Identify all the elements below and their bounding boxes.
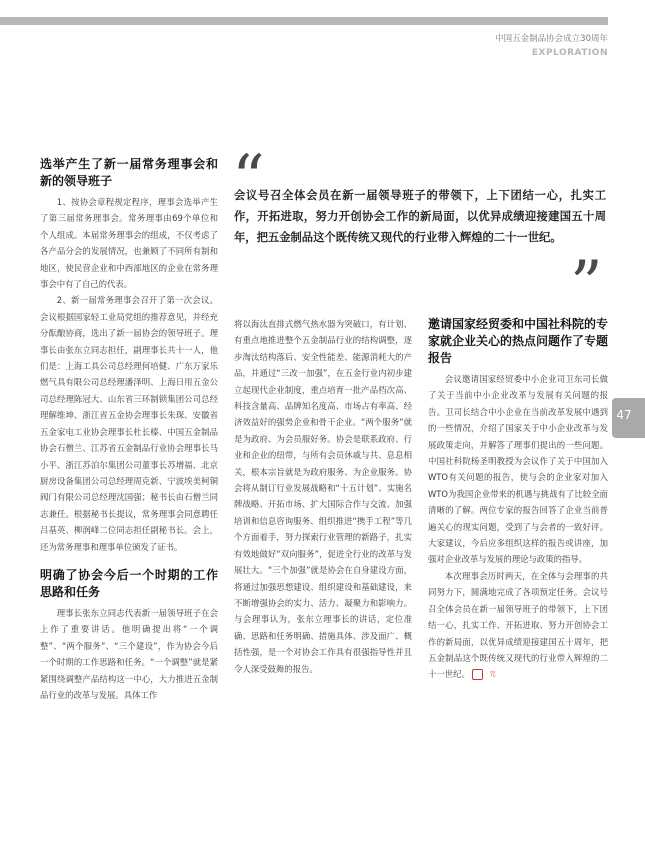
paragraph <box>428 568 608 683</box>
running-header-title: 中国五金制品协会成立30周年 <box>495 34 608 44</box>
section-heading-expert-report: 邀请国家经贸委和中国社科院的专家就企业关心的热点问题作了专题报告 <box>428 317 609 365</box>
close-quote-icon: ” <box>570 248 603 322</box>
paragraph: 1、按协会章程规定程序，理事会选举产生了第三届常务理事会。常务理事由69个单位和个人组成。本届常务理事会的组成，不仅考虑了各产品分会的发展情况，也兼顾了不同所有制和地区，使民营企业和中西部地区的企业在常务理事会中有了自己的代表。 <box>40 197 218 290</box>
end-of-article-icon: 完 <box>472 669 483 680</box>
column-left <box>40 156 218 703</box>
header-rule <box>0 17 608 25</box>
open-quote-icon: “ <box>232 142 265 216</box>
paragraph: 将以海汰直排式燃气热水器为突破口，有计划、有重点地推进整个五金制品行业的结构调整，逐步淘汰结构落后、安全性能差、能源消耗大的产品，并通过“三改一加强”，在五金行业内初步建立起现代企业制度，重点培育一批产品档次高、科技含量高、品牌知名度高、市场占有率高、经济效益好的强势企业和骨干企业。“两个服务”就是为政府、为会员服好务。协会是联系政府、行业和企业的纽带，与所有会员休戚与共、息息相关，根本宗旨就是为政府服务、为企业服务。协会将从制订行业发展战略和“十五计划”、实施名牌战略、开拓市场、扩大国际合作与交流、加强培训和信息咨询服务、组织推进“携手工程”等几个方面着手，努力探索行业管理的新路子，扎实有效地做好“双向服务”，促进全行业的改革与发展壮大。“三个加强”就是协会在自身建设方面，将通过加强思想建设、组织建设和基础建设，来不断增强协会的实力、活力、凝聚力和影响力。与会理事认为，张东立理事长的讲话，定位准确、思路和任务明确、措施具体、涉及面广、概括性强，是一个对协会工作具有很强指导性并且令人深受鼓舞的报告。 <box>234 319 412 674</box>
section-heading-work-plan: 明确了协会今后一个时期的工作思路和任务 <box>40 567 218 599</box>
page-number: 47 <box>616 408 632 422</box>
column-middle <box>234 316 412 677</box>
paragraph: 2、新一届常务理事会召开了第一次会议。会议根据国家轻工业局党组的推荐意见，并经充分酝酿协商，选出了新一届协会的领导班子。理事长由张东立同志担任，副理事长共十一人，他们是：上海工具公司总经理何培健、广东万家乐燃气具有限公司总经理潘泽明、上海日用五金公司总经理陈冠大、山东省三环制锁集团公司总经理解维坤、浙江省五金协会理事长朱琛、安徽省五金家电工业协会理事长杜长榛、中国五金制品协会石僧兰、江苏省五金制品行业协会理事长马小平、浙江苏泊尔集团公司董事长苏增福、北京厨房设备集团公司总经理周克新、宁波埃美柯铜阀门有限公司总经理沈国强；秘书长由石僧兰同志兼任。根据秘书长提议，常务理事会同意聘任吕基英、柳润峰二位同志担任副秘书长。会上，还为常务理事和理事单位颁发了证书。 <box>40 295 218 552</box>
section-heading-election: 选举产生了新一届常务理事会和新的领导班子 <box>40 157 218 188</box>
paragraph: 会议邀请国家经贸委中小企业司卫东司长做了关于当前中小企业改革与发展有关问题的报告。卫司长结合中小企业在当前改革发展中遇到的一些情况，介绍了国家关于中小企业改革与发展政策走向，并解答了理事们提出的一些问题。中国社科院杨圣明教授为会议作了关于中国加入WTO有关问题的报告，使与会的企业家对加入WTO为我国企业带来的机遇与挑战有了比较全面清晰的了解。两位专家的报告回答了企业当前普遍关心的现实问题，受到了与会者的一致好评。大家建议，今后应多组织这样的报告或讲座，加强对企业改革与发展的理论与政策的指导。 <box>428 374 608 565</box>
running-header-section: EXPLORATION <box>531 48 608 58</box>
column-right <box>428 316 608 683</box>
paragraph: 理事长张东立同志代表新一届领导班子在会上作了重要讲话。他明确提出将“一个调整”、“两个服务”、“三个建设”，作为协会今后一个时期的工作思路和任务。“一个调整”就是紧紧围绕调整产品结构这一中心，大力推进五金制品行业的改革与发展。具体工作 <box>40 607 218 700</box>
pull-quote: 会议号召全体会员在新一届领导班子的带领下，上下团结一心，扎实工作，开拓进取，努力开创协会工作的新局面，以优异成绩迎接建国五十周年，把五金制品这个既传统又现代的行业带入辉煌的二十一世纪。 <box>234 189 606 244</box>
closing-text: 本次理事会历时两天，在全体与会理事的共同努力下，圆满地完成了各项预定任务。会议号召全体会员在新一届领导班子的带领下，上下团结一心，扎实工作、开拓进取、努力开创协会工作的新局面，以优异成绩迎接建国五十周年，把五金制品这个既传统又现代的行业带入辉煌的二十一世纪。 <box>428 570 608 680</box>
